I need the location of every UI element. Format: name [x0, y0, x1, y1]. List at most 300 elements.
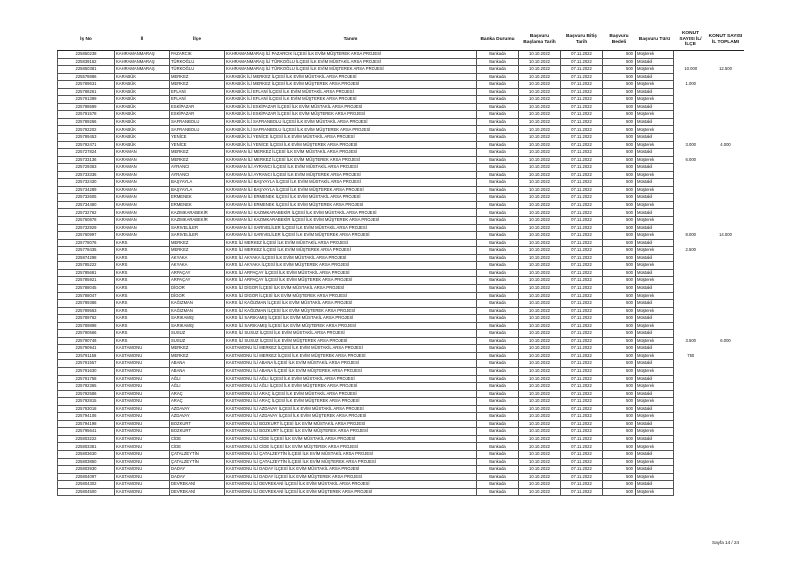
cell-konut-toplam: [708, 450, 744, 458]
cell-is-no: 225839162: [58, 58, 115, 66]
cell-banka-durumu: Bankada: [477, 292, 519, 300]
cell-ilce: CİDE: [170, 443, 225, 451]
cell-baslama-tarih: 10.10.2022: [519, 375, 561, 383]
cell-banka-durumu: Bankada: [477, 481, 519, 489]
cell-konut-ilce: [674, 458, 708, 466]
cell-konut-ilce: [674, 239, 708, 247]
table-row: [58, 209, 744, 217]
cell-konut-ilce: [674, 224, 708, 232]
cell-il: KARAMAN: [115, 209, 170, 217]
cell-konut-ilce: [674, 179, 708, 187]
cell-baslama-tarih: 10.10.2022: [519, 262, 561, 270]
cell-banka-durumu: Bankada: [477, 405, 519, 413]
cell-tanim: KASTAMONU İLİ AZDAVAY İLÇESİ İLK EVİM MÜSTAKİL ARSA PROJESİ: [225, 405, 477, 413]
cell-konut-toplam: [708, 428, 744, 436]
cell-baslama-tarih: 10.10.2022: [519, 443, 561, 451]
cell-bedel: 500: [603, 360, 636, 368]
cell-basvuru-turu: Müstakil: [636, 134, 674, 142]
cell-konut-ilce: [674, 322, 708, 330]
cell-il: KARS: [115, 284, 170, 292]
cell-konut-toplam: [708, 81, 744, 89]
cell-bedel: 500: [603, 164, 636, 172]
cell-bedel: 500: [603, 488, 636, 496]
cell-bitis-tarih: 07.11.2022: [561, 322, 603, 330]
cell-banka-durumu: Bankada: [477, 428, 519, 436]
cell-is-no: 225792365: [58, 383, 115, 391]
cell-konut-toplam: [708, 186, 744, 194]
cell-basvuru-turu: Müşterek: [636, 367, 674, 375]
cell-bitis-tarih: 07.11.2022: [561, 367, 603, 375]
cell-konut-toplam: [708, 58, 744, 66]
cell-bitis-tarih: 07.11.2022: [561, 337, 603, 345]
cell-bedel: 500: [603, 96, 636, 104]
table-row: [58, 413, 744, 421]
cell-bedel: 500: [603, 73, 636, 81]
cell-ilce: ESKİPAZAR: [170, 111, 225, 119]
cell-banka-durumu: Bankada: [477, 277, 519, 285]
cell-tanim: KASTAMONU İLİ DADAY İLÇESİ İLK EVİM MÜSTAKİL ARSA PROJESİ: [225, 466, 477, 474]
cell-basvuru-turu: Müstakil: [636, 284, 674, 292]
cell-is-no: 225734289: [58, 186, 115, 194]
table-row: [58, 383, 744, 391]
cell-bedel: 500: [603, 390, 636, 398]
cell-basvuru-turu: Müstakil: [636, 239, 674, 247]
cell-banka-durumu: Bankada: [477, 103, 519, 111]
cell-ilce: DİGOR: [170, 292, 225, 300]
cell-konut-ilce: [674, 134, 708, 142]
cell-is-no: 225788699: [58, 103, 115, 111]
header-is-no: İş No: [58, 29, 115, 51]
cell-konut-ilce: [674, 450, 708, 458]
cell-baslama-tarih: 10.10.2022: [519, 66, 561, 74]
cell-il: KARABÜK: [115, 103, 170, 111]
cell-konut-ilce: [674, 481, 708, 489]
cell-il: KARABÜK: [115, 88, 170, 96]
cell-is-no: 225729363: [58, 164, 115, 172]
cell-basvuru-turu: Müstakil: [636, 118, 674, 126]
cell-konut-ilce: [674, 307, 708, 315]
cell-basvuru-turu: Müstakil: [636, 466, 674, 474]
cell-konut-toplam: [708, 171, 744, 179]
cell-konut-ilce: [674, 367, 708, 375]
table-row: [58, 247, 744, 255]
cell-bitis-tarih: 07.11.2022: [561, 232, 603, 240]
cell-basvuru-turu: Müşterek: [636, 111, 674, 119]
cell-il: KARAMAN: [115, 149, 170, 157]
cell-konut-toplam: [708, 96, 744, 104]
cell-il: KARS: [115, 239, 170, 247]
cell-tanim: KARS İLİ ARPAÇAY İLÇESİ İLK EVİM MÜSTAKİL ARSA PROJESİ: [225, 269, 477, 277]
cell-bedel: 500: [603, 450, 636, 458]
cell-tanim: KARAMAN İLİ BAŞYAYLA İLÇESİ İLK EVİM MÜŞTEREK ARSA PROJESİ: [225, 186, 477, 194]
cell-konut-ilce: [674, 217, 708, 225]
header-konut-ilce: KONUT SAYISI İL/İLÇE: [674, 29, 708, 51]
cell-basvuru-turu: Müşterek: [636, 473, 674, 481]
cell-baslama-tarih: 10.10.2022: [519, 466, 561, 474]
cell-ilce: ÇATALZEYTİN: [170, 450, 225, 458]
cell-tanim: KAHRAMANMARAŞ İLİ TÜRKOĞLU İLÇESİ İLK EVİM MÜŞTEREK ARSA PROJESİ: [225, 66, 477, 74]
cell-tanim: KASTAMONU İLİ BOZKURT İLÇESİ İLK EVİM MÜŞTEREK ARSA PROJESİ: [225, 428, 477, 436]
cell-konut-ilce: 750: [687, 352, 695, 358]
cell-ilce: AKYAKA: [170, 262, 225, 270]
cell-is-no: 225734480: [58, 201, 115, 209]
cell-basvuru-turu: Müşterek: [636, 232, 674, 240]
cell-konut-toplam: [708, 277, 744, 285]
cell-tanim: KASTAMONU İLİ MERKEZ İLÇESİ İLK EVİM MÜSTAKİL ARSA PROJESİ: [225, 345, 477, 353]
table-row: [58, 450, 744, 458]
cell-bedel: 500: [603, 224, 636, 232]
cell-baslama-tarih: 10.10.2022: [519, 111, 561, 119]
cell-bitis-tarih: 07.11.2022: [561, 73, 603, 81]
header-bedel: Başvuru Bedeli: [603, 29, 636, 51]
cell-banka-durumu: Bankada: [477, 186, 519, 194]
cell-tanim: KASTAMONU İLİ BOZKURT İLÇESİ İLK EVİM MÜSTAKİL ARSA PROJESİ: [225, 420, 477, 428]
cell-ilce: SARIVELİLER: [170, 232, 225, 240]
cell-il: KARAMAN: [115, 179, 170, 187]
table-row: [58, 217, 744, 225]
cell-konut-toplam: [708, 209, 744, 217]
cell-konut-ilce: 1.000: [685, 81, 696, 87]
table-row: [58, 126, 744, 134]
cell-baslama-tarih: 10.10.2022: [519, 398, 561, 406]
cell-bitis-tarih: 07.11.2022: [561, 345, 603, 353]
table-row: [58, 466, 744, 474]
header-banka-durumu: Banka Durumu: [477, 29, 519, 51]
table-row: [58, 262, 744, 270]
cell-banka-durumu: Bankada: [477, 51, 519, 59]
cell-konut-toplam: [708, 488, 744, 496]
cell-baslama-tarih: 10.10.2022: [519, 345, 561, 353]
cell-tanim: KASTAMONU İLİ DEVREKANİ İLÇESİ İLK EVİM MÜSTAKİL ARSA PROJESİ: [225, 481, 477, 489]
cell-tanim: KARS İLİ SUSUZ İLÇESİ İLK EVİM MÜSTAKİL ARSA PROJESİ: [225, 330, 477, 338]
table-row: [58, 171, 744, 179]
cell-il: KASTAMONU: [115, 345, 170, 353]
cell-bedel: 500: [603, 481, 636, 489]
table-row: [58, 81, 744, 89]
cell-il: KARS: [115, 269, 170, 277]
cell-il: KARAMAN: [115, 224, 170, 232]
table-row: [58, 269, 744, 277]
cell-konut-ilce: [674, 126, 708, 134]
cell-basvuru-turu: Müşterek: [636, 488, 674, 496]
cell-ilce: MERKEZ: [170, 352, 225, 360]
cell-tanim: KARABÜK İLİ EFLANİ İLÇESİ İLK EVİM MÜŞTEREK ARSA PROJESİ: [225, 96, 477, 104]
cell-baslama-tarih: 10.10.2022: [519, 420, 561, 428]
cell-bitis-tarih: 07.11.2022: [561, 352, 603, 360]
table-row: [58, 239, 744, 247]
table-row: [58, 277, 744, 285]
cell-tanim: KARABÜK İLİ ESKİPAZAR İLÇESİ İLK EVİM MÜSTAKİL ARSA PROJESİ: [225, 103, 477, 111]
cell-banka-durumu: Bankada: [477, 300, 519, 308]
table-row: [58, 66, 744, 74]
cell-basvuru-turu: Müşterek: [636, 201, 674, 209]
cell-bedel: 500: [603, 194, 636, 202]
cell-konut-toplam: [708, 292, 744, 300]
cell-ilce: KAZIMKARABEKİR: [170, 217, 225, 225]
cell-banka-durumu: Bankada: [477, 141, 519, 149]
cell-baslama-tarih: 10.10.2022: [519, 194, 561, 202]
cell-tanim: KARAMAN İLİ AYRANCI İLÇESİ İLK EVİM MÜŞTEREK ARSA PROJESİ: [225, 171, 477, 179]
cell-tanim: KARAMAN İLİ AYRANCI İLÇESİ İLK EVİM MÜSTAKİL ARSA PROJESİ: [225, 164, 477, 172]
cell-bitis-tarih: 07.11.2022: [561, 81, 603, 89]
cell-banka-durumu: Bankada: [477, 96, 519, 104]
cell-bitis-tarih: 07.11.2022: [561, 103, 603, 111]
cell-basvuru-turu: Müstakil: [636, 360, 674, 368]
cell-baslama-tarih: 10.10.2022: [519, 134, 561, 142]
cell-bitis-tarih: 07.11.2022: [561, 435, 603, 443]
cell-bedel: 500: [603, 254, 636, 262]
cell-ilce: DEVREKANİ: [170, 481, 225, 489]
table-row: [58, 134, 744, 142]
cell-is-no: 225791158: [58, 352, 115, 360]
cell-banka-durumu: Bankada: [477, 111, 519, 119]
table-row: [58, 443, 744, 451]
cell-banka-durumu: Bankada: [477, 307, 519, 315]
cell-konut-toplam: [708, 360, 744, 368]
cell-il: KASTAMONU: [115, 360, 170, 368]
cell-konut-ilce: [674, 375, 708, 383]
cell-bitis-tarih: 07.11.2022: [561, 141, 603, 149]
cell-tanim: KARS İLİ SARIKAMIŞ İLÇESİ İLK EVİM MÜŞTEREK ARSA PROJESİ: [225, 322, 477, 330]
cell-banka-durumu: Bankada: [477, 360, 519, 368]
cell-il: KARAMAN: [115, 194, 170, 202]
cell-tanim: KARABÜK İLİ YENİCE İLÇESİ İLK EVİM MÜSTAKİL ARSA PROJESİ: [225, 134, 477, 142]
cell-basvuru-turu: Müşterek: [636, 51, 674, 59]
cell-konut-toplam: [708, 269, 744, 277]
cell-il: KARS: [115, 300, 170, 308]
cell-il: KASTAMONU: [115, 398, 170, 406]
cell-bedel: 500: [603, 337, 636, 345]
cell-bedel: 500: [603, 383, 636, 391]
cell-konut-toplam: [708, 201, 744, 209]
cell-ilce: BOZKURT: [170, 420, 225, 428]
cell-baslama-tarih: 10.10.2022: [519, 141, 561, 149]
cell-konut-toplam: [708, 217, 744, 225]
table-header: [58, 29, 744, 51]
cell-baslama-tarih: 10.10.2022: [519, 473, 561, 481]
cell-bitis-tarih: 07.11.2022: [561, 330, 603, 338]
cell-bitis-tarih: 07.11.2022: [561, 96, 603, 104]
table-row: [58, 435, 744, 443]
cell-ilce: EFLANİ: [170, 88, 225, 96]
cell-ilce: PAZARCIK: [170, 51, 225, 59]
cell-il: KASTAMONU: [115, 367, 170, 375]
cell-konut-ilce: [674, 466, 708, 474]
cell-basvuru-turu: Müstakil: [636, 164, 674, 172]
cell-banka-durumu: Bankada: [477, 352, 519, 360]
cell-bedel: 500: [603, 443, 636, 451]
cell-bitis-tarih: 07.11.2022: [561, 420, 603, 428]
cell-ilce: ARPAÇAY: [170, 269, 225, 277]
table-row: [58, 473, 744, 481]
cell-banka-durumu: Bankada: [477, 413, 519, 421]
cell-bitis-tarih: 07.11.2022: [561, 149, 603, 157]
cell-konut-ilce: 8.000: [685, 232, 696, 238]
cell-ilce: SAFRANBOLU: [170, 126, 225, 134]
cell-konut-ilce: [674, 413, 708, 421]
cell-konut-toplam: [708, 383, 744, 391]
cell-baslama-tarih: 10.10.2022: [519, 315, 561, 323]
cell-baslama-tarih: 10.10.2022: [519, 186, 561, 194]
cell-is-no: 225803381: [58, 443, 115, 451]
cell-konut-ilce: [674, 111, 708, 119]
cell-tanim: KASTAMONU İLİ CİDE İLÇESİ İLK EVİM MÜŞTEREK ARSA PROJESİ: [225, 443, 477, 451]
cell-bedel: 500: [603, 398, 636, 406]
cell-ilce: AZDAVAY: [170, 413, 225, 421]
cell-bitis-tarih: 07.11.2022: [561, 201, 603, 209]
cell-ilce: ARAÇ: [170, 398, 225, 406]
cell-basvuru-turu: Müşterek: [636, 186, 674, 194]
cell-konut-toplam: 14.000: [719, 232, 732, 238]
cell-is-no: 225791578: [58, 111, 115, 119]
cell-tanim: KARAMAN İLİ SARIVELİLER İLÇESİ İLK EVİM MÜSTAKİL ARSA PROJESİ: [225, 224, 477, 232]
cell-banka-durumu: Bankada: [477, 284, 519, 292]
table-row: [58, 367, 744, 375]
cell-banka-durumu: Bankada: [477, 337, 519, 345]
header-il: İl: [115, 29, 170, 51]
cell-bitis-tarih: 07.11.2022: [561, 375, 603, 383]
cell-is-no: 225790566: [58, 330, 115, 338]
cell-bitis-tarih: 07.11.2022: [561, 118, 603, 126]
cell-ilce: MERKEZ: [170, 247, 225, 255]
cell-ilce: BOZKURT: [170, 428, 225, 436]
table-row: [58, 428, 744, 436]
cell-banka-durumu: Bankada: [477, 375, 519, 383]
cell-konut-toplam: [708, 284, 744, 292]
cell-ilce: BAŞYAYLA: [170, 186, 225, 194]
table-row: [58, 58, 744, 66]
cell-tanim: KARS İLİ KAĞIZMAN İLÇESİ İLK EVİM MÜSTAKİL ARSA PROJESİ: [225, 300, 477, 308]
cell-baslama-tarih: 10.10.2022: [519, 118, 561, 126]
cell-konut-toplam: [708, 164, 744, 172]
cell-bitis-tarih: 07.11.2022: [561, 269, 603, 277]
cell-il: KARS: [115, 322, 170, 330]
cell-bitis-tarih: 07.11.2022: [561, 315, 603, 323]
cell-il: KARABÜK: [115, 96, 170, 104]
cell-banka-durumu: Bankada: [477, 367, 519, 375]
cell-bedel: 500: [603, 458, 636, 466]
table-row: [58, 390, 744, 398]
table-row: [58, 194, 744, 202]
cell-basvuru-turu: Müstakil: [636, 450, 674, 458]
cell-bitis-tarih: 07.11.2022: [561, 398, 603, 406]
cell-basvuru-turu: Müşterek: [636, 141, 674, 149]
cell-konut-toplam: [708, 481, 744, 489]
cell-is-no: 225789266: [58, 118, 115, 126]
cell-il: KARS: [115, 337, 170, 345]
cell-ilce: YENİCE: [170, 141, 225, 149]
cell-konut-ilce: [674, 186, 708, 194]
cell-bedel: 500: [603, 58, 636, 66]
cell-tanim: KARAMAN İLİ ERMENEK İLÇESİ İLK EVİM MÜSTAKİL ARSA PROJESİ: [225, 194, 477, 202]
cell-basvuru-turu: Müşterek: [636, 352, 674, 360]
cell-basvuru-turu: Müstakil: [636, 269, 674, 277]
cell-bedel: 500: [603, 186, 636, 194]
cell-bedel: 500: [603, 118, 636, 126]
cell-basvuru-turu: Müşterek: [636, 458, 674, 466]
cell-bedel: 500: [603, 277, 636, 285]
cell-bitis-tarih: 07.11.2022: [561, 134, 603, 142]
cell-konut-toplam: [708, 179, 744, 187]
cell-banka-durumu: Bankada: [477, 126, 519, 134]
cell-konut-ilce: 3.500: [685, 337, 696, 343]
cell-is-no: 225792586: [58, 390, 115, 398]
cell-bitis-tarih: 07.11.2022: [561, 284, 603, 292]
cell-basvuru-turu: Müşterek: [636, 383, 674, 391]
cell-tanim: KARAMAN İLİ BAŞYAYLA İLÇESİ İLK EVİM MÜSTAKİL ARSA PROJESİ: [225, 179, 477, 187]
cell-il: KASTAMONU: [115, 405, 170, 413]
cell-konut-toplam: [708, 156, 744, 164]
cell-basvuru-turu: Müstakil: [636, 375, 674, 383]
cell-ilce: SARIKAMIŞ: [170, 315, 225, 323]
table-row: [58, 488, 744, 496]
cell-baslama-tarih: 10.10.2022: [519, 322, 561, 330]
cell-il: KASTAMONU: [115, 466, 170, 474]
cell-konut-toplam: [708, 51, 744, 59]
cell-baslama-tarih: 10.10.2022: [519, 149, 561, 157]
cell-ilce: AĞLI: [170, 375, 225, 383]
cell-konut-toplam: [708, 149, 744, 157]
cell-baslama-tarih: 10.10.2022: [519, 300, 561, 308]
cell-tanim: KAHRAMANMARAŞ İLİ PAZARCIK İLÇESİ İLK EVİM MÜŞTEREK ARSA PROJESİ: [225, 51, 477, 59]
cell-tanim: KASTAMONU İLİ DADAY İLÇESİ İLK EVİM MÜŞTEREK ARSA PROJESİ: [225, 473, 477, 481]
cell-banka-durumu: Bankada: [477, 81, 519, 89]
cell-banka-durumu: Bankada: [477, 435, 519, 443]
cell-baslama-tarih: 10.10.2022: [519, 126, 561, 134]
cell-konut-toplam: [708, 247, 744, 255]
cell-il: KASTAMONU: [115, 428, 170, 436]
cell-konut-ilce: [674, 405, 708, 413]
cell-konut-toplam: [708, 254, 744, 262]
cell-konut-ilce: [674, 51, 708, 59]
cell-konut-ilce: [674, 315, 708, 323]
cell-banka-durumu: Bankada: [477, 443, 519, 451]
cell-konut-toplam: 12.500: [719, 66, 732, 72]
table-row: [58, 375, 744, 383]
cell-konut-toplam: [708, 405, 744, 413]
cell-konut-ilce: [674, 73, 708, 81]
cell-basvuru-turu: Müstakil: [636, 420, 674, 428]
cell-il: KASTAMONU: [115, 435, 170, 443]
cell-baslama-tarih: 10.10.2022: [519, 277, 561, 285]
cell-banka-durumu: Bankada: [477, 398, 519, 406]
cell-is-no: 225850381: [58, 66, 115, 74]
cell-ilce: ERMENEK: [170, 194, 225, 202]
cell-konut-ilce: 6.000: [685, 156, 696, 162]
cell-banka-durumu: Bankada: [477, 247, 519, 255]
table-row: [58, 345, 744, 353]
cell-konut-ilce: [674, 428, 708, 436]
cell-ilce: MERKEZ: [170, 149, 225, 157]
cell-bitis-tarih: 07.11.2022: [561, 217, 603, 225]
cell-banka-durumu: Bankada: [477, 66, 519, 74]
table-row: [58, 179, 744, 187]
cell-tanim: KARS İLİ KAĞIZMAN İLÇESİ İLK EVİM MÜŞTEREK ARSA PROJESİ: [225, 307, 477, 315]
cell-tanim: KASTAMONU İLİ AĞLI İLÇESİ İLK EVİM MÜŞTEREK ARSA PROJESİ: [225, 383, 477, 391]
cell-konut-toplam: [708, 330, 744, 338]
table-row: [58, 88, 744, 96]
cell-baslama-tarih: 10.10.2022: [519, 330, 561, 338]
cell-banka-durumu: Bankada: [477, 88, 519, 96]
cell-is-no: 225789631: [58, 81, 115, 89]
cell-il: KASTAMONU: [115, 443, 170, 451]
table-row: [58, 254, 744, 262]
cell-konut-ilce: [674, 330, 708, 338]
cell-ilce: ABANA: [170, 367, 225, 375]
cell-bedel: 500: [603, 352, 636, 360]
table-row: [58, 149, 744, 157]
cell-bitis-tarih: 07.11.2022: [561, 473, 603, 481]
